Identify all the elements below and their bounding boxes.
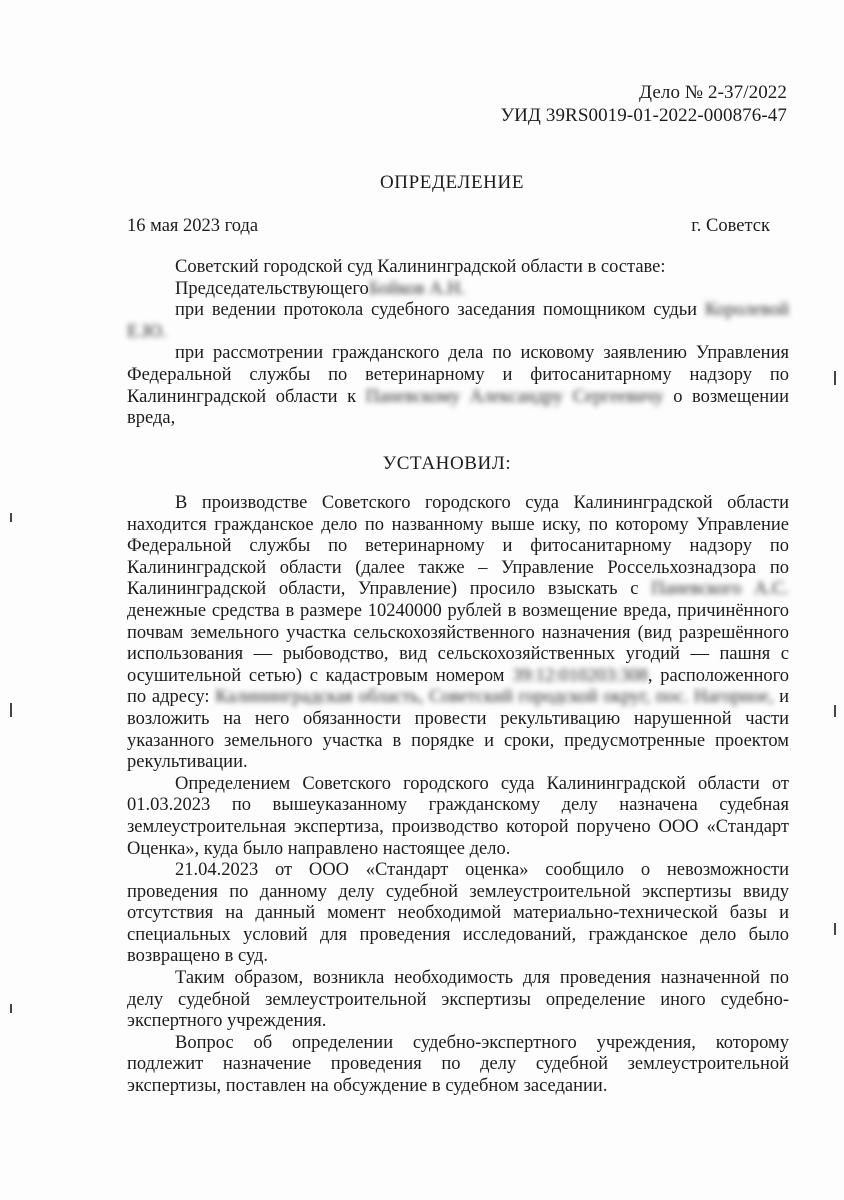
p1-start: В производстве Советского городского суда Калининградской области находится гражданское дело по названному выше иску, по которому Управление Федеральной службы по ветеринарному и фитосанитарному надзору по Калининградской области (далее также – Управление Россельхознадзора по Калининградской области, Управление) просило взыскать с	[127, 493, 789, 600]
scan-mark	[834, 705, 836, 717]
document-city: г. Советск	[691, 216, 770, 236]
p1-end: и возложить на него обязанности провести рекультивацию нарушенной части указанного земельного участка в порядке и сроки, предусмотренные проектом рекультивации.	[127, 687, 790, 773]
case-number: Дело № 2-37/2022	[639, 82, 787, 103]
scan-mark	[10, 703, 12, 717]
intro-block	[127, 257, 789, 430]
body-block	[127, 493, 789, 1098]
section-title: УСТАНОВИЛ:	[382, 453, 512, 474]
scan-mark	[834, 371, 836, 385]
case-text-end: о возмещении вреда,	[127, 386, 790, 429]
paragraph-5: Вопрос об определении судебно-экспертного учреждения, которому подлежит назначение проведения по делу судебной землеустроительной экспертизы, поставлен на обсуждение в судебном заседании.	[127, 1032, 789, 1097]
court-composition: Советский городской суд Калининградской области в составе:	[175, 257, 666, 277]
p1-address-prefix: расположенного по адресу:	[127, 665, 790, 708]
case-text-start: при рассмотрении гражданского дела по исковому заявлению Управления Федеральной службы по ветеринарному и фитосанитарному надзору по Калининградской области к	[127, 343, 789, 407]
scan-mark	[10, 1004, 12, 1013]
paragraph-4: Таким образом, возникла необходимость для проведения назначенной по делу судебной землеустроительной экспертизы определение иного судебно-экспертного учреждения.	[127, 968, 789, 1032]
secretary-prefix: при ведении протокола судебного заседания помощником судьи	[175, 300, 698, 321]
paragraph-3: 21.04.2023 от ООО «Стандарт оценка» сообщило о невозможности проведения по данному делу судебной землеустроительной экспертизы ввиду отсутствия на данный момент необходимой материально-технической базы и специальных условий для проведения исследований, гражданское дело было возвращено в суд.	[127, 860, 789, 967]
scan-mark	[10, 513, 12, 522]
case-description	[127, 343, 789, 429]
secretary-line	[127, 300, 789, 343]
paragraph-1: В производстве Советского городского суда Калининградской области находится гражданское дело по названному выше иску, по которому Управление Федеральной службы по ветеринарному и фитосанитарному надзору по Калининградской области (далее также – Управление Россельхознадзора по Калининградской области, Управление) просило взыскать с Паневского А.С. денежные средства в размере 10240000 рублей в возмещение вреда, причинённого почвам земельного участка сельскохозяйственного назначения (вид разрешённого использования — рыбоводство, вид сельскохозяйственных угодий — пашня с осушительной сетью) с кадастровым номером 39:12:010203:308, расположенного по адресу: Калининградская область, Советский городской округ, пос. Нагорное, и возложить на него обязанности провести рекультивацию нарушенной части указанного земельного участка в порядке и сроки, предусмотренные проектом рекультивации.	[127, 493, 790, 773]
p1-mid: денежные средства в размере 10240000 рублей в возмещение вреда, причинённого почвам земельного участка сельскохозяйственного назначения (вид разрешённого использования — рыбоводство, вид сельскохозяйственных угодий — пашня с осушительной сетью) с кадастровым номером	[127, 600, 789, 686]
presiding-line	[127, 279, 789, 301]
document-date: 16 мая 2023 года	[127, 216, 259, 236]
p1-cadastral-number: 39:12:010203:308	[512, 665, 648, 686]
document-title: ОПРЕДЕЛЕНИЕ	[379, 172, 525, 193]
secretary-name: Королевой Е.Ю.	[127, 300, 790, 342]
case-uid: УИД 39RS0019-01-2022-000876-47	[500, 105, 787, 126]
presiding-judge-name: Бойков А.Н.	[368, 278, 466, 299]
defendant-name: Паневскому Александру Сергеевичу	[365, 386, 664, 407]
p1-address: Калининградская область, Советский городской округ, пос. Нагорное,	[215, 687, 774, 708]
scan-mark	[834, 923, 836, 935]
paragraph-2: Определением Советского городского суда Калининградской области от 01.03.2023 по вышеуказанному гражданскому делу назначена судебная землеустроительная экспертиза, производство которой поручено ООО «Стандарт Оценка», куда было направлено настоящее дело.	[127, 773, 789, 859]
presiding-prefix: Председательствующего	[175, 278, 369, 299]
p1-defendant: Паневского А.С.	[651, 579, 789, 600]
